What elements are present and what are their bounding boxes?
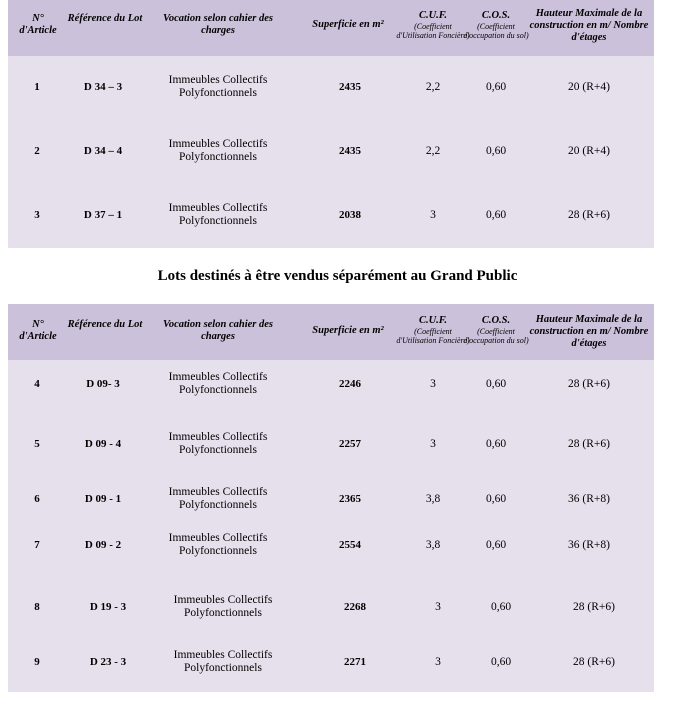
header-hauteur: Hauteur Maximale de la construction en m/ Nombre d'étages [529, 8, 649, 44]
cell-article: 8 [34, 601, 40, 613]
vocation-line-1: Immeubles Collectifs [168, 202, 268, 214]
cell-vocation [148, 202, 288, 228]
cell-superficie: 2435 [339, 81, 361, 93]
table-body [8, 56, 654, 248]
header-superficie: Superficie en m² [312, 325, 384, 336]
cell-article: 5 [34, 438, 40, 450]
vocation-line-1: Immeubles Collectifs [168, 138, 268, 150]
vocation-line-1: Immeubles Collectifs [168, 431, 268, 443]
cell-superficie: 2435 [339, 145, 361, 157]
cell-reference: D 09 - 4 [84, 438, 122, 450]
header-vocation: Vocation selon cahier des charges [163, 319, 273, 343]
header-cos-title: C.O.S. [481, 10, 511, 21]
table-row [8, 56, 654, 248]
header-cuf [396, 310, 470, 346]
header-reference: Référence du Lot [67, 319, 143, 330]
cell-reference: D 09 - 1 [84, 493, 122, 505]
header-article: N° d'Article [19, 319, 57, 343]
header-article: N° d'Article [19, 13, 57, 37]
table-row [8, 360, 654, 692]
lots-table-1 [8, 0, 654, 248]
cell-cuf: 3 [430, 209, 436, 221]
header-cuf-sub: (Coefficient d'Utilisation Foncière) [396, 327, 470, 346]
header-cuf-title: C.U.F. [418, 10, 448, 21]
cell-reference: D 34 – 3 [83, 81, 123, 93]
cell-cuf: 3 [430, 378, 436, 390]
cell-hauteur: 36 (R+8) [568, 493, 610, 505]
header-cuf-title: C.U.F. [418, 315, 448, 326]
header-cos [463, 5, 529, 41]
header-cos-sub: (Coefficient d'occupation du sol) [463, 22, 529, 41]
vocation-line-2: Polyfonctionnels [179, 215, 257, 228]
vocation-line-1: Immeubles Collectifs [168, 74, 268, 86]
cell-cos: 0,60 [485, 378, 507, 390]
vocation-line-1: Immeubles Collectifs [173, 594, 273, 606]
vocation-line-2: Polyfonctionnels [179, 384, 257, 397]
vocation-line-2: Polyfonctionnels [179, 499, 257, 512]
vocation-line-1: Immeubles Collectifs [168, 371, 268, 383]
cell-vocation [153, 649, 293, 675]
cell-reference: D 19 - 3 [89, 601, 127, 613]
cell-cuf: 3 [435, 601, 441, 613]
cell-cos: 0,60 [485, 81, 507, 93]
cell-hauteur: 20 (R+4) [568, 145, 610, 157]
cell-cos: 0,60 [490, 656, 512, 668]
cell-reference: D 34 – 4 [83, 145, 123, 157]
lots-table-2 [8, 304, 654, 692]
cell-cos: 0,60 [485, 493, 507, 505]
cell-superficie: 2268 [344, 601, 366, 613]
cell-article: 1 [34, 81, 40, 93]
header-cos [463, 310, 529, 346]
cell-hauteur: 28 (R+6) [568, 438, 610, 450]
cell-superficie: 2554 [339, 539, 361, 551]
header-hauteur: Hauteur Maximale de la construction en m/ Nombre d'étages [529, 314, 649, 350]
header-cuf [396, 5, 470, 41]
vocation-line-2: Polyfonctionnels [184, 662, 262, 675]
cell-cos: 0,60 [490, 601, 512, 613]
cell-article: 2 [34, 145, 40, 157]
cell-reference: D 37 – 1 [83, 209, 123, 221]
cell-reference: D 23 - 3 [89, 656, 127, 668]
header-superficie: Superficie en m² [312, 19, 384, 30]
header-vocation: Vocation selon cahier des charges [163, 13, 273, 37]
cell-hauteur: 28 (R+6) [568, 378, 610, 390]
cell-article: 7 [34, 539, 40, 551]
cell-cuf: 3,8 [425, 493, 441, 505]
cell-cuf: 3,8 [425, 539, 441, 551]
cell-hauteur: 28 (R+6) [568, 209, 610, 221]
header-reference: Référence du Lot [67, 13, 143, 24]
vocation-line-2: Polyfonctionnels [179, 444, 257, 457]
cell-cuf: 2,2 [425, 81, 441, 93]
cell-superficie: 2257 [339, 438, 361, 450]
cell-cuf: 3 [430, 438, 436, 450]
cell-article: 6 [34, 493, 40, 505]
vocation-line-2: Polyfonctionnels [184, 607, 262, 620]
table-body [8, 360, 654, 692]
cell-superficie: 2246 [339, 378, 361, 390]
table-header [8, 0, 654, 56]
cell-reference: D 09- 3 [86, 378, 120, 390]
header-cos-title: C.O.S. [481, 315, 511, 326]
cell-reference: D 09 - 2 [84, 539, 122, 551]
cell-article: 9 [34, 656, 40, 668]
header-cos-sub: (Coefficient d'occupation du sol) [463, 327, 529, 346]
vocation-line-1: Immeubles Collectifs [168, 532, 268, 544]
vocation-line-2: Polyfonctionnels [179, 151, 257, 164]
cell-article: 4 [34, 378, 40, 390]
cell-cos: 0,60 [485, 539, 507, 551]
header-cuf-sub: (Coefficient d'Utilisation Foncière) [396, 22, 470, 41]
cell-article: 3 [34, 209, 40, 221]
cell-cuf: 3 [435, 656, 441, 668]
cell-hauteur: 28 (R+6) [573, 601, 615, 613]
cell-cos: 0,60 [485, 438, 507, 450]
table-header [8, 304, 654, 360]
cell-hauteur: 36 (R+8) [568, 539, 610, 551]
vocation-line-2: Polyfonctionnels [179, 87, 257, 100]
cell-superficie: 2365 [339, 493, 361, 505]
vocation-line-1: Immeubles Collectifs [173, 649, 273, 661]
cell-superficie: 2038 [339, 209, 361, 221]
cell-superficie: 2271 [344, 656, 366, 668]
cell-cos: 0,60 [485, 209, 507, 221]
cell-hauteur: 28 (R+6) [573, 656, 615, 668]
vocation-line-2: Polyfonctionnels [179, 545, 257, 558]
section-title: Lots destinés à être vendus séparément au Grand Public [157, 268, 518, 284]
cell-hauteur: 20 (R+4) [568, 81, 610, 93]
cell-cos: 0,60 [485, 145, 507, 157]
vocation-line-1: Immeubles Collectifs [168, 486, 268, 498]
cell-cuf: 2,2 [425, 145, 441, 157]
